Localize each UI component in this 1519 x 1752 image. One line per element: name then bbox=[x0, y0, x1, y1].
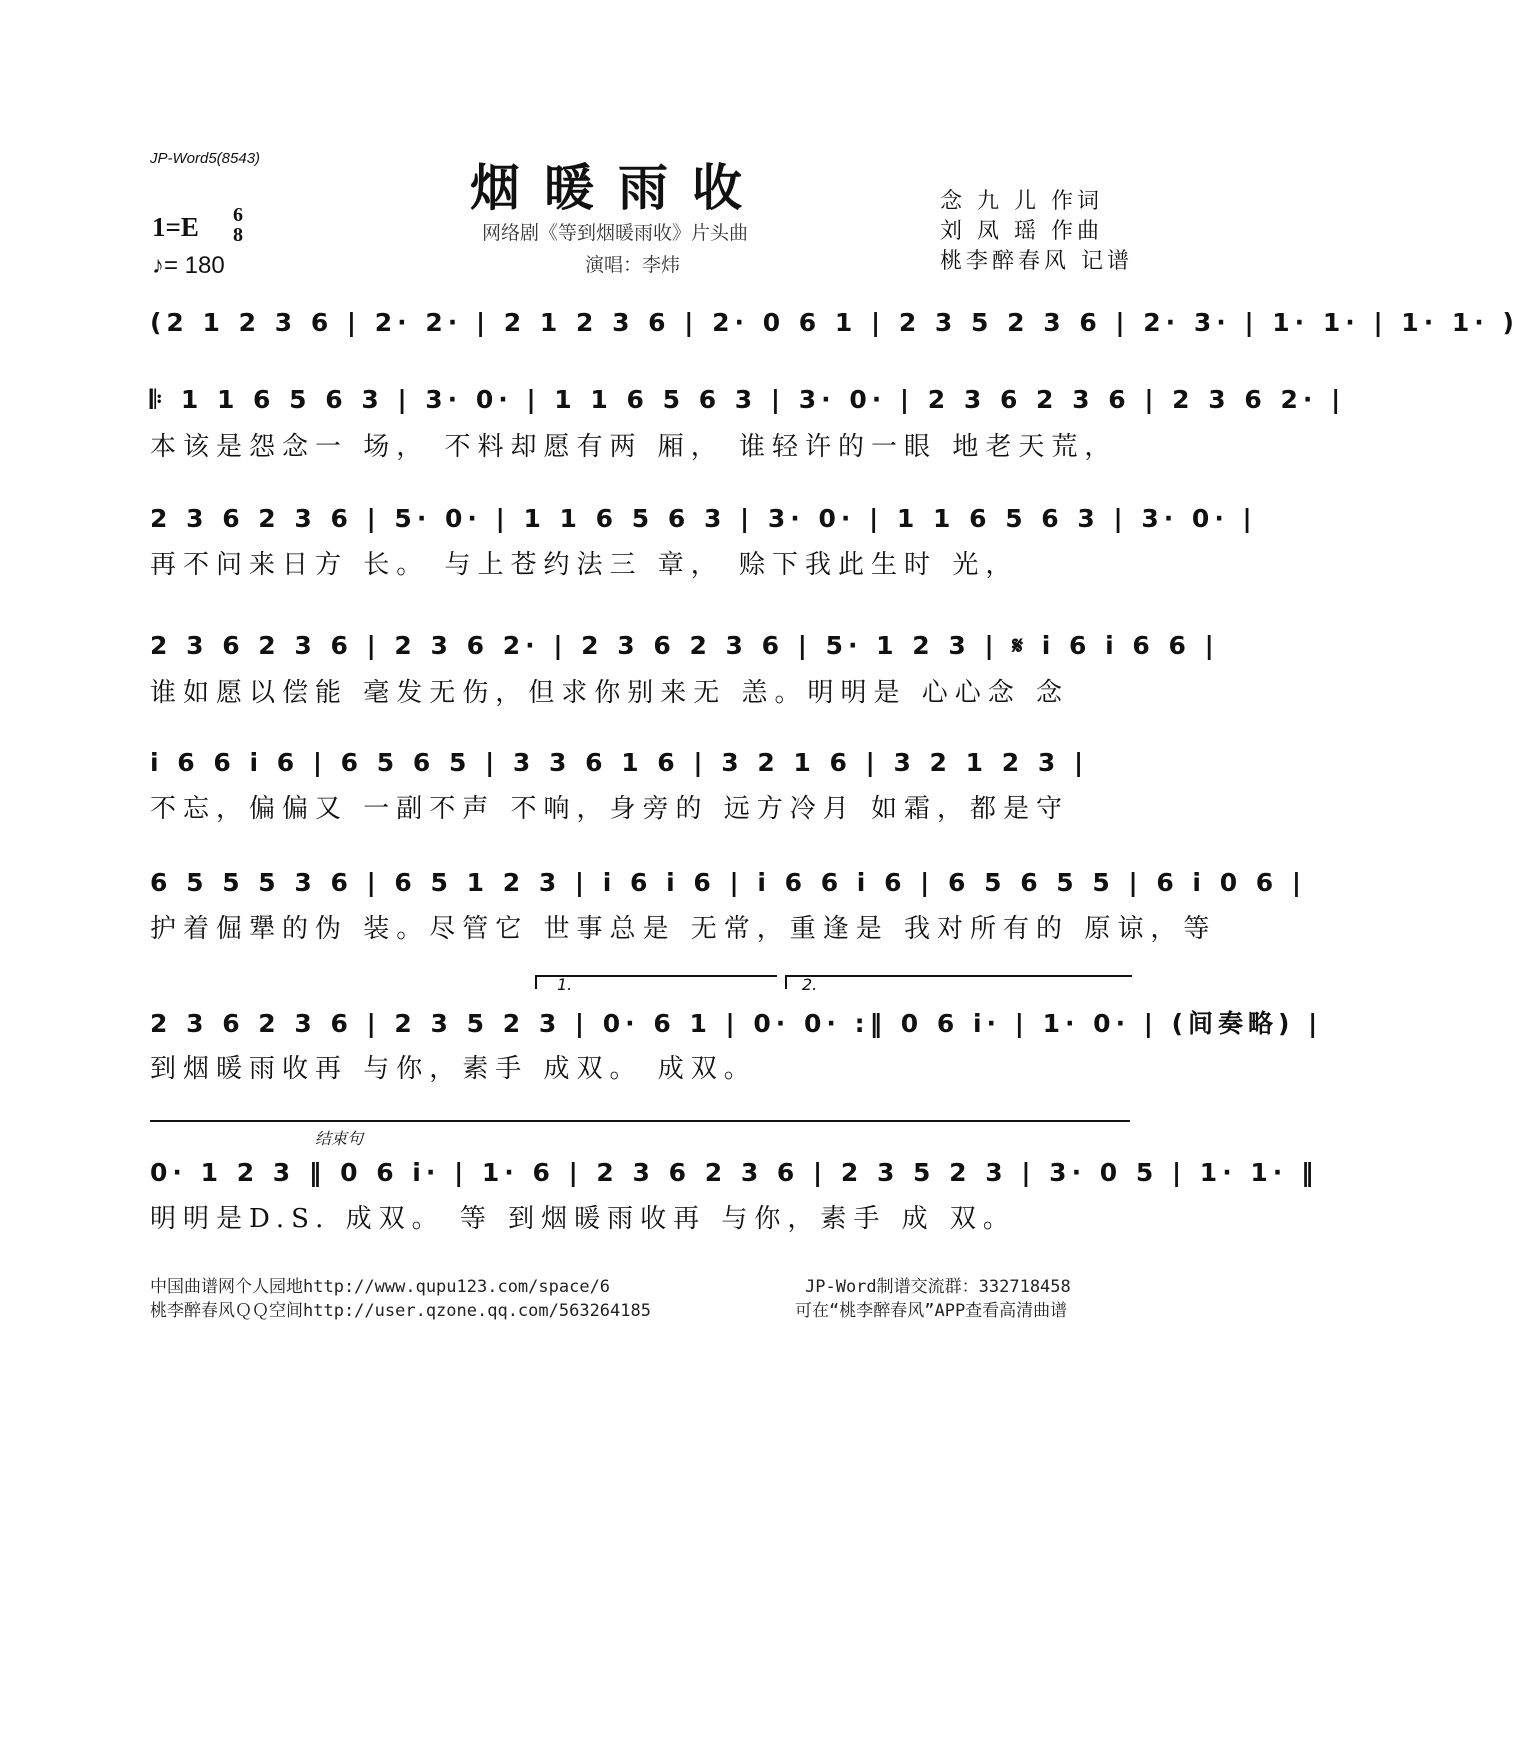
lyrics-row: 谁如愿以偿能 毫发无伤，但求你别来无 恙。明明是 心心念 念 bbox=[150, 678, 1070, 708]
staff-row-4 bbox=[150, 624, 1219, 709]
staff-row-1 bbox=[150, 300, 1519, 348]
lyricist-credit: 念 九 儿 作词 bbox=[940, 189, 1103, 214]
footer-app: 可在“桃李醉春风”APP查看高清曲谱 bbox=[795, 1301, 1068, 1321]
song-subtitle: 网络剧《等到烟暖雨收》片头曲 bbox=[482, 222, 749, 244]
staff-row-3 bbox=[150, 496, 1257, 581]
lyrics-row: 不忘，偏偏又 一副不声 不响，身旁的 远方冷月 如霜，都是守 bbox=[150, 794, 1070, 824]
song-title: 烟暖雨收 bbox=[470, 158, 766, 217]
footer-site-1: 中国曲谱网个人园地http://www.qupu123.com/space/6 bbox=[150, 1277, 611, 1297]
lyrics-row: 明明是D.S. 成双。 等 到烟暖雨收再 与你，素手 成 双。 bbox=[150, 1204, 1016, 1234]
first-ending-label: 1. bbox=[557, 975, 573, 994]
staff-row-6 bbox=[150, 860, 1307, 945]
tempo-marking: ♪= 180 bbox=[152, 252, 225, 279]
lyrics-row: 再不问来日方 长。 与上苍约法三 章， 赊下我此生时 光， bbox=[150, 550, 1019, 580]
time-signature bbox=[229, 205, 247, 245]
notes-row: 2 3 6 2 3 6 | 2 3 5 2 3 | 0· 6 1 | 0· 0· :‖ 0 6 i· | 1· 0· | (间奏略) | bbox=[150, 1009, 1323, 1038]
software-label: JP-Word5(8543) bbox=[150, 150, 261, 167]
notes-row: 6 5 5 5 3 6 | 6 5 1 2 3 | i 6 i 6 | i 6 6 i 6 | 6 5 6 5 5 | 6 i 0 6 | bbox=[150, 867, 1307, 897]
notes-row: 2 3 6 2 3 6 | 5· 0· | 1 1 6 5 6 3 | 3· 0· | 1 1 6 5 6 3 | 3· 0· | bbox=[150, 503, 1257, 533]
notes-row: i 6 6 i 6 | 6 5 6 5 | 3 3 6 1 6 | 3 2 1 6 | 3 2 1 2 3 | bbox=[150, 747, 1089, 777]
meter-bottom: 8 bbox=[233, 224, 243, 246]
staff-row-8 bbox=[150, 1150, 1319, 1235]
lyrics-row: 到烟暖雨收再 与你，素手 成双。 成双。 bbox=[150, 1054, 757, 1084]
footer-group: JP-Word制谱交流群：332718458 bbox=[805, 1277, 1071, 1297]
transcriber-credit: 桃李醉春风 记谱 bbox=[940, 249, 1133, 274]
notes-row: 𝄆 1 1 6 5 6 3 | 3· 0· | 1 1 6 5 6 3 | 3· 0· | 2 3 6 2 3 6 | 2 3 6 2· | bbox=[150, 385, 1346, 414]
staff-row-5 bbox=[150, 740, 1130, 825]
second-ending-bracket bbox=[785, 975, 1132, 994]
singer-credit: 演唱：李炜 bbox=[585, 254, 681, 276]
staff-row-7 bbox=[150, 1000, 1323, 1085]
first-ending-bracket bbox=[535, 975, 777, 994]
composer-credit: 刘 凤 瑶 作曲 bbox=[940, 219, 1103, 244]
key-signature: 1=E bbox=[152, 212, 199, 242]
ending-label: 结束句 bbox=[315, 1129, 364, 1148]
footer-site-2: 桃李醉春风ＱＱ空间http://user.qzone.qq.com/563264185 bbox=[150, 1301, 651, 1321]
ending-bracket bbox=[150, 1120, 1130, 1148]
notes-row: 0· 1 2 3 ‖ 0 6 i· | 1· 6 | 2 3 6 2 3 6 | 2 3 5 2 3 | 3· 0 5 | 1· 1· ‖ bbox=[150, 1157, 1319, 1187]
second-ending-label: 2. bbox=[802, 975, 818, 994]
notes-row: (2 1 2 3 6 | 2· 2· | 2 1 2 3 6 | 2· 0 6 1 | 2 3 5 2 3 6 | 2· 3· | 1· 1· | 1· 1· ) bbox=[150, 307, 1519, 337]
lyrics-row: 本该是怨念一 场， 不料却愿有两 厢， 谁轻许的一眼 地老天荒， bbox=[150, 432, 1118, 462]
notes-row: 2 3 6 2 3 6 | 2 3 6 2· | 2 3 6 2 3 6 | 5· 1 2 3 | 𝄋 i 6 i 6 6 | bbox=[150, 631, 1219, 660]
meter-top: 6 bbox=[233, 204, 243, 226]
staff-row-2 bbox=[150, 378, 1346, 463]
lyrics-row: 护着倔犟的伪 装。尽管它 世事总是 无常，重逢是 我对所有的 原谅，等 bbox=[150, 914, 1217, 944]
